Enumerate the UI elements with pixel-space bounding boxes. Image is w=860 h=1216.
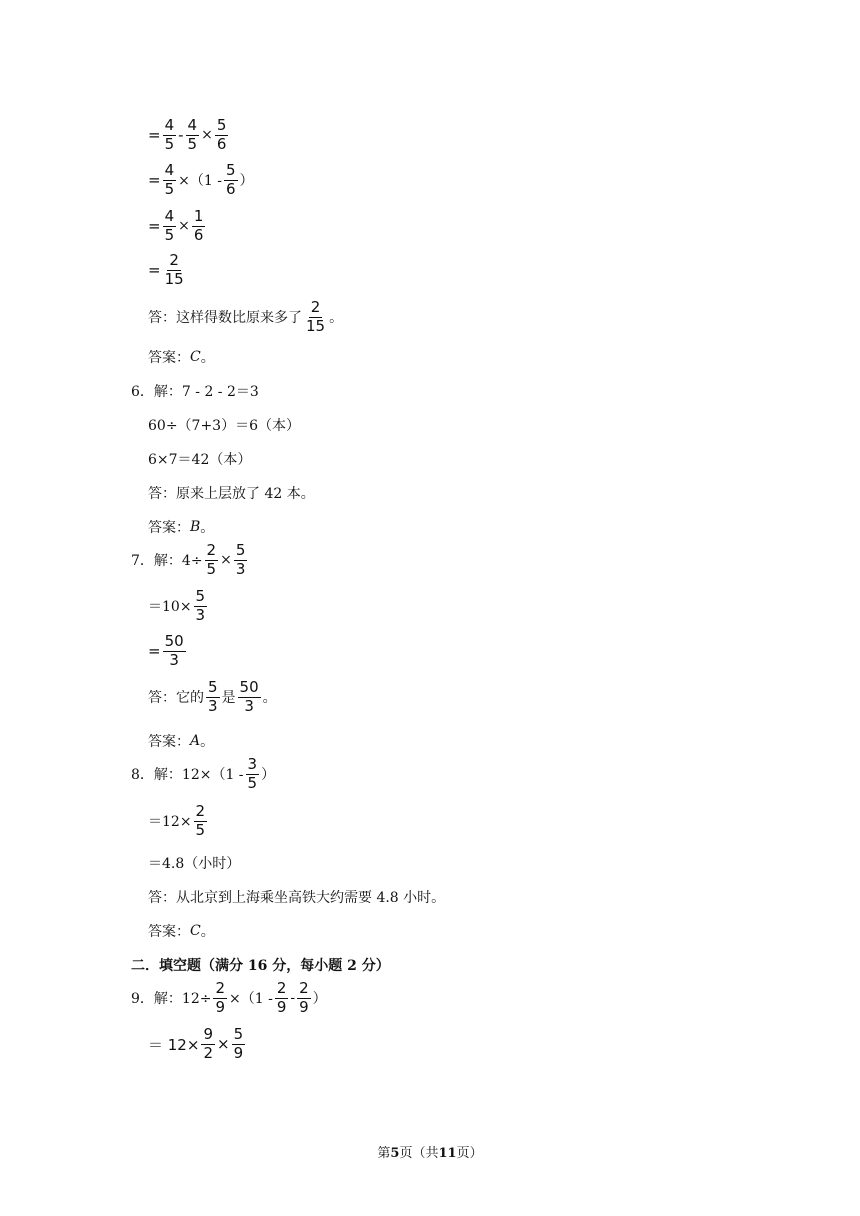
answer-key-letter: B: [190, 519, 201, 535]
page-number: 5: [390, 1146, 400, 1161]
equals-sign: =: [148, 217, 161, 236]
close-paren: ）: [261, 767, 276, 784]
answer-key-label: 答案：: [148, 350, 190, 366]
q8-line-2: [148, 804, 209, 839]
calc-line-2: [148, 163, 254, 198]
answer-key-5: [148, 347, 215, 367]
fraction: $\frac{1}{6}$: [193, 207, 204, 244]
fraction: $\frac{2}{5}$: [195, 802, 206, 839]
page-footer: [0, 1142, 860, 1161]
footer-text: 页）: [456, 1146, 483, 1161]
fraction: $\frac{9}{2}$: [203, 1025, 213, 1062]
times-sign: ×: [178, 218, 190, 235]
q9-text: 9．解：12÷: [131, 991, 212, 1008]
fraction: $\frac{4}{5}$: [164, 207, 175, 244]
fraction: $\frac{5}{6}$: [216, 116, 227, 153]
fraction: $\frac{2}{9}$: [215, 979, 225, 1016]
section-heading-text: 二．填空题（满分 16 分，每小题 2 分）: [131, 958, 390, 974]
q8-text: ＝4.8（小时）: [148, 856, 241, 872]
answer-key-letter: C: [190, 923, 201, 939]
fraction: $\frac{5}{3}$: [195, 587, 206, 624]
times-sign: ×: [201, 127, 213, 144]
calc-line-3: [148, 209, 207, 244]
fraction: $\frac{50}{3}$: [239, 678, 259, 715]
q7-answer: [148, 680, 277, 715]
q6-text: 6．解：7 - 2 - 2＝3: [131, 384, 259, 400]
answer-key-label: 答案：: [148, 734, 190, 750]
equals-sign: =: [148, 642, 161, 661]
q9-line-2: [148, 1027, 247, 1062]
fraction: $\frac{5}{9}$: [233, 1025, 244, 1062]
equals-sign: =: [148, 261, 161, 280]
q6-answer: [148, 483, 315, 503]
fraction: $\frac{2}{15}$: [306, 298, 326, 335]
calc-line-1: [148, 118, 230, 153]
answer-text: 是: [221, 690, 236, 707]
footer-text: 页（共: [399, 1146, 439, 1161]
answer-key-label: 答案：: [148, 520, 190, 536]
q8-line-3: [148, 853, 240, 873]
close-paren: ）: [312, 991, 327, 1008]
total-pages: 11: [438, 1146, 457, 1161]
q8-text: ＝12×: [148, 814, 192, 831]
answer-text: 答：它的: [148, 690, 204, 707]
q6-line-2: [148, 415, 300, 435]
q6-text: 6×7＝42（本）: [148, 452, 252, 468]
period: 。: [262, 690, 277, 707]
period: 。: [200, 924, 215, 940]
q9-text: ＝ 12×: [148, 1035, 200, 1054]
q6-text: 60÷（7+3）＝6（本）: [148, 418, 300, 434]
minus-sign: -: [178, 126, 184, 145]
fraction: $\frac{50}{3}$: [164, 632, 184, 669]
equals-sign: =: [148, 171, 161, 190]
fraction: $\frac{2}{15}$: [164, 251, 184, 288]
answer-text: 答：这样得数比原来多了: [148, 310, 302, 327]
equals-sign: =: [148, 126, 161, 145]
minus-sign: -: [290, 990, 296, 1007]
q9-line-1: [131, 981, 327, 1016]
q9-text: ×（1 -: [229, 991, 273, 1008]
fraction: $\frac{2}{5}$: [206, 541, 217, 578]
q7-text: 7．解：4÷: [131, 553, 203, 570]
answer-key-8: [148, 921, 215, 941]
fraction: $\frac{3}{5}$: [247, 755, 258, 792]
answer-key-letter: C: [190, 349, 201, 365]
answer-key-6: [148, 517, 214, 537]
period: 。: [200, 734, 215, 750]
section-heading: [131, 955, 390, 975]
period: 。: [200, 520, 215, 536]
fraction: $\frac{5}{6}$: [225, 161, 236, 198]
calc-line-4: [148, 253, 188, 288]
footer-text: 第: [377, 1146, 391, 1161]
answer-key-7: [148, 731, 214, 751]
fraction: $\frac{5}{3}$: [235, 541, 246, 578]
expression-text: ×（1 -: [178, 173, 222, 190]
q7-line-2: [148, 589, 209, 624]
fraction: $\frac{2}{9}$: [299, 979, 309, 1016]
close-paren: ）: [239, 173, 254, 190]
answer-text: 答：原来上层放了 42 本。: [148, 486, 315, 502]
q8-line-1: [131, 757, 275, 792]
fraction: $\frac{4}{5}$: [187, 116, 198, 153]
fraction: $\frac{4}{5}$: [164, 161, 175, 198]
q7-text: ＝10×: [148, 599, 192, 616]
q7-line-3: [148, 634, 188, 669]
period: 。: [329, 310, 344, 327]
fraction: $\frac{2}{9}$: [276, 979, 287, 1016]
q7-line-1: [131, 543, 249, 578]
answer-key-label: 答案：: [148, 924, 190, 940]
fraction: $\frac{4}{5}$: [164, 116, 175, 153]
q6-line-1: [131, 381, 259, 401]
times-sign: ×: [216, 1035, 230, 1054]
times-sign: ×: [220, 552, 232, 569]
answer-key-letter: A: [190, 733, 201, 749]
fraction: $\frac{5}{3}$: [208, 678, 218, 715]
answer-line-5: [148, 300, 343, 335]
answer-text: 答：从北京到上海乘坐高铁大约需要 4.8 小时。: [148, 890, 446, 906]
q8-text: 8．解：12×（1 -: [131, 767, 244, 784]
period: 。: [200, 350, 215, 366]
q8-answer: [148, 887, 445, 907]
q6-line-3: [148, 449, 251, 469]
